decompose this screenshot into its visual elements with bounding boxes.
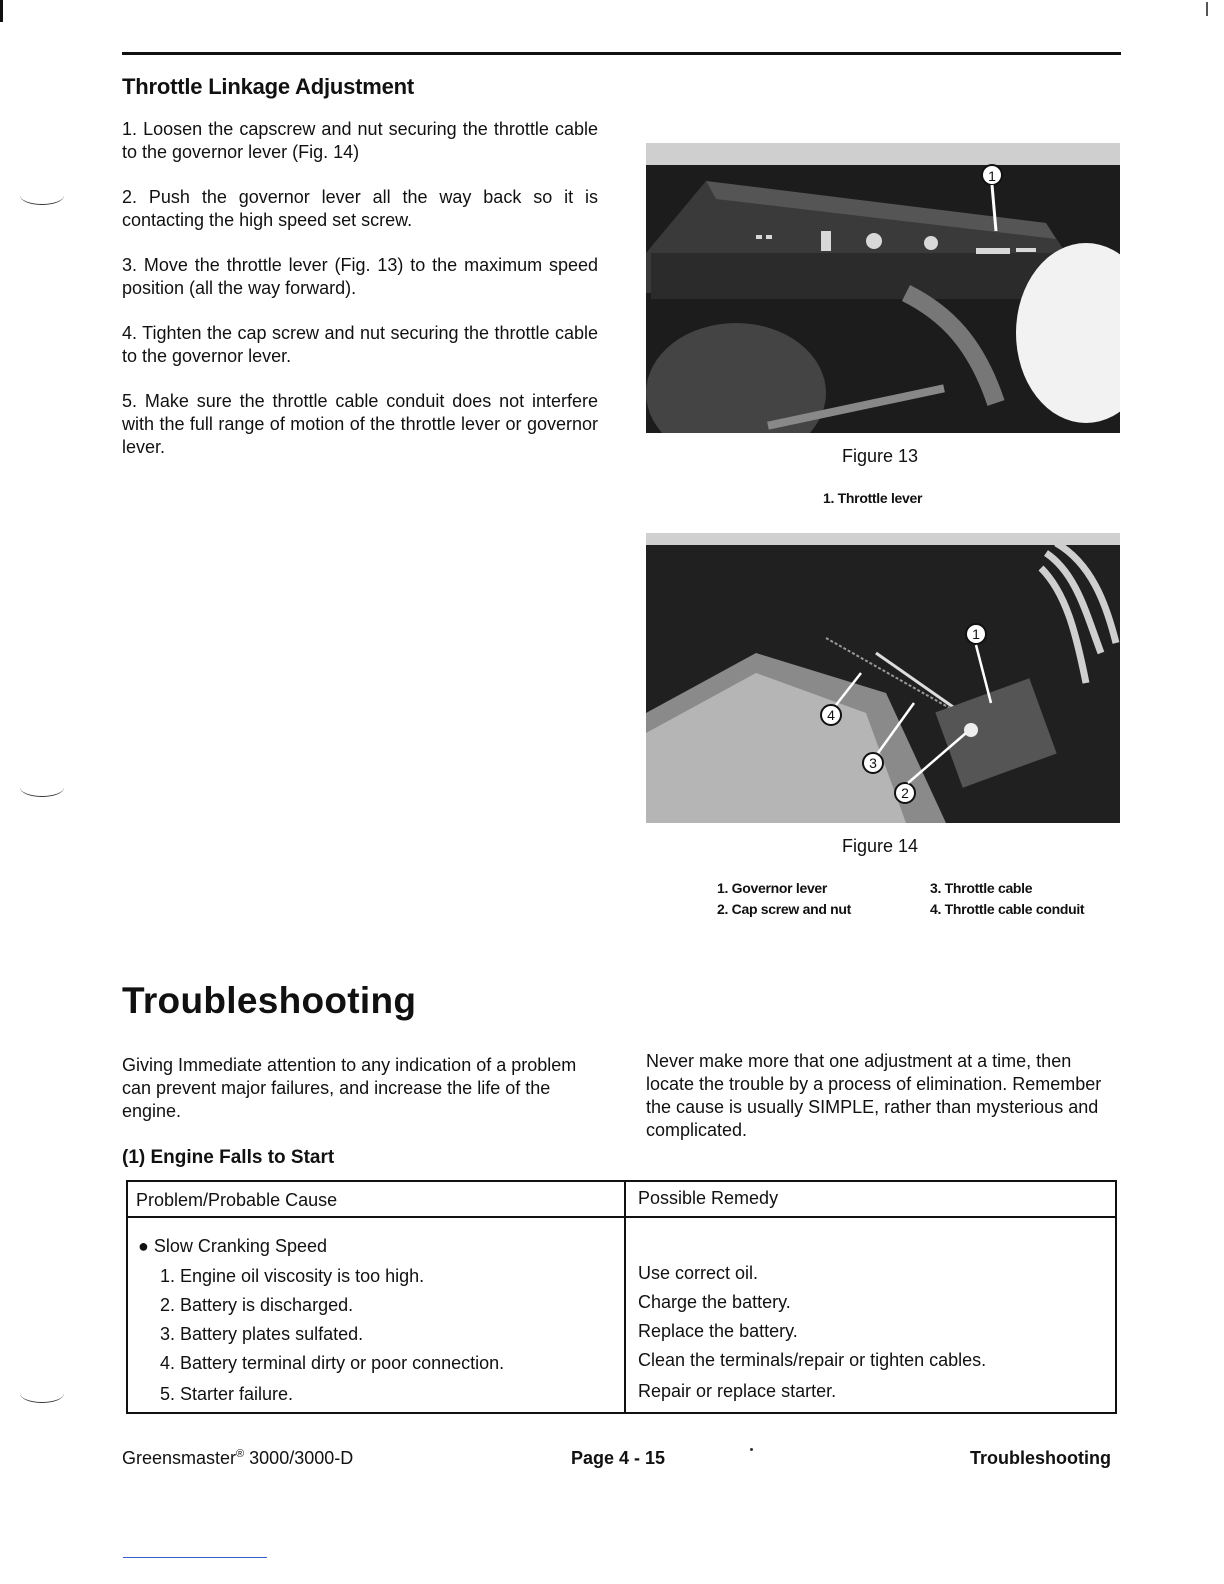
footer-section: Troubleshooting	[970, 1448, 1111, 1468]
figure-14-photo	[646, 533, 1120, 823]
table-row-cause: 4. Battery terminal dirty or poor connection.	[160, 1353, 505, 1373]
footer-model: 3000/3000-D	[244, 1448, 354, 1468]
step-3: 3. Move the throttle lever (Fig. 13) to the maximum speed position (all the way forward).	[122, 255, 598, 298]
figure-14-caption: 4. Throttle cable conduit	[930, 901, 1085, 917]
step-2: 2. Push the governor lever all the way back so it is contacting the high speed set screw.	[122, 187, 598, 230]
footer-product-name: Greensmaster	[122, 1448, 237, 1468]
troubleshooting-title: Troubleshooting	[122, 980, 417, 1021]
figure-14-caption: 1. Governor lever	[717, 880, 828, 896]
table-row-remedy: Use correct oil.	[638, 1263, 759, 1283]
scan-edge-mark	[0, 0, 3, 22]
step-4: 4. Tighten the cap screw and nut securing the throttle cable to the governor lever.	[122, 323, 598, 366]
intro-paragraph-right: Never make more that one adjustment at a time, then locate the trouble by a process of elimination. Remember the cause is usually SIMPLE, rather than mysterious and complicated.	[646, 1051, 1102, 1140]
table-row-cause: 3. Battery plates sulfated.	[160, 1324, 364, 1344]
binding-hole-mark	[20, 778, 64, 797]
table-row-cause: 2. Battery is discharged.	[160, 1295, 354, 1315]
adjustment-steps	[122, 118, 598, 481]
page-number: Page 4 - 15	[571, 1448, 666, 1468]
registered-mark: ®	[236, 1448, 245, 1460]
governor-lever-photo	[646, 533, 1120, 823]
step-5: 5. Make sure the throttle cable conduit does not interfere with the full range of motion of the throttle lever or governor lever.	[122, 391, 598, 457]
table-header-remedy: Possible Remedy	[638, 1188, 779, 1208]
figure-13-caption: 1. Throttle lever	[823, 490, 923, 506]
table-row-cause: 1. Engine oil viscosity is too high.	[160, 1266, 425, 1286]
table-column-divider	[624, 1182, 626, 1412]
footer-product	[122, 1448, 353, 1469]
throttle-lever-photo	[646, 143, 1120, 433]
figure-13-title: Figure 13	[842, 446, 919, 466]
table-row-remedy: Clean the terminals/repair or tighten cables.	[638, 1350, 987, 1370]
table-row-remedy: Charge the battery.	[638, 1292, 791, 1312]
figure-14-caption: 2. Cap screw and nut	[717, 901, 852, 917]
cause-group	[138, 1236, 327, 1257]
table-row-remedy: Repair or replace starter.	[638, 1381, 837, 1401]
figure-13-photo	[646, 143, 1120, 433]
binding-hole-mark	[20, 1384, 64, 1403]
intro-paragraph-left: Giving Immediate attention to any indication of a problem can prevent major failures, and increase the life of the engine.	[122, 1055, 577, 1121]
scan-speck	[750, 1448, 753, 1451]
header-rule	[122, 52, 1121, 55]
step-1: 1. Loosen the capscrew and nut securing the throttle cable to the governor lever (Fig. 14)	[122, 119, 598, 162]
cause-group-label: Slow Cranking Speed	[153, 1236, 327, 1256]
section-title: Throttle Linkage Adjustment	[122, 74, 415, 99]
scan-edge-mark-right	[1206, 2, 1208, 16]
subsection-title: (1) Engine Falls to Start	[122, 1147, 335, 1168]
troubleshooting-table	[126, 1180, 1117, 1414]
figure-14-title: Figure 14	[842, 836, 919, 856]
binding-hole-mark	[20, 186, 64, 205]
callout-1: 1	[972, 626, 980, 642]
table-row-remedy: Replace the battery.	[638, 1321, 798, 1341]
bullet-icon: ●	[138, 1236, 149, 1256]
table-header-rule	[128, 1216, 1115, 1218]
callout-4: 4	[827, 707, 835, 723]
table-row-cause: 5. Starter failure.	[160, 1384, 294, 1404]
table-header-cause: Problem/Probable Cause	[136, 1190, 338, 1210]
callout-3: 3	[869, 755, 877, 771]
scan-bottom-line	[123, 1557, 267, 1558]
callout-2: 2	[901, 785, 909, 801]
figure-14-caption: 3. Throttle cable	[930, 880, 1033, 896]
callout-1: 1	[988, 168, 996, 184]
